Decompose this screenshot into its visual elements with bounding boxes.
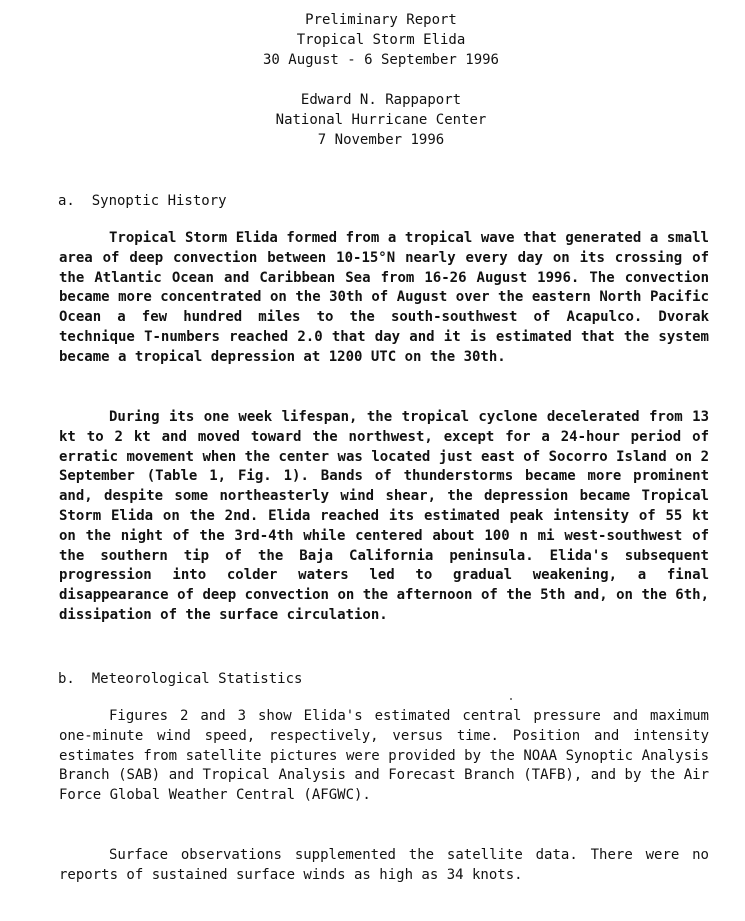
scan-speck (510, 698, 512, 700)
report-type: Preliminary Report (305, 12, 457, 28)
paragraph-synoptic-1: Tropical Storm Elida formed from a tropical wave that generated a small area of deep convection between 10-15°N nearly every day on its crossing of the Atlantic Ocean and Caribbean Sea from 16-26 August 1996. The convection became more concentrated on the 30th of August over the eastern North Pacific Ocean a few hundred miles to the south-southwest of Acapulco. Dvorak technique T-numbers reached 2.0 that day and it is estimated that the system became a tropical depression at 1200 UTC on the 30th. (59, 230, 709, 365)
paragraph-synoptic-2: During its one week lifespan, the tropical cyclone decelerated from 13 kt to 2 kt and moved toward the northwest, except for a 24-hour period of erratic movement when the center was located just east of Socorro Island on 2 September (Table 1, Fig. 1). Bands of thunderstorms became more prominent and, despite some northeasterly wind shear, the depression became Tropical Storm Elida on the 2nd. Elida reached its estimated peak intensity of 55 kt on the night of the 3rd-4th while centered about 100 n mi west-southwest of the southern tip of the Baja California peninsula. Elida's subsequent progression into colder waters led to gradual weakening, a final disappearance of deep convection on the afternoon of the 5th and, on the 6th, dissipation of the surface circulation. (59, 409, 709, 623)
section-heading-synoptic-history: a. Synoptic History (58, 193, 227, 209)
storm-dates: 30 August - 6 September 1996 (262, 52, 499, 68)
paragraph-statistics-1: Figures 2 and 3 show Elida's estimated central pressure and maximum one-minute wind speed, respectively, versus time. Position and intensity estimates from satellite pictures were provided by the NOAA Synoptic Analysis Branch (SAB) and Tropical Analysis and Forecast Branch (TAFB), and by the Air Force Global Weather Central (AFGWC). (59, 708, 709, 804)
organization-name: National Hurricane Center (275, 112, 487, 128)
author-block (0, 90, 745, 150)
report-date: 7 November 1996 (317, 132, 445, 148)
section-heading-meteorological-statistics: b. Meteorological Statistics (58, 671, 303, 687)
storm-name: Tropical Storm Elida (296, 32, 466, 48)
paragraph-statistics-2: Surface observations supplemented the satellite data. There were no reports of sustained surface winds as high as 34 knots. (59, 847, 709, 883)
report-header (0, 10, 745, 70)
author-name: Edward N. Rappaport (300, 92, 462, 108)
